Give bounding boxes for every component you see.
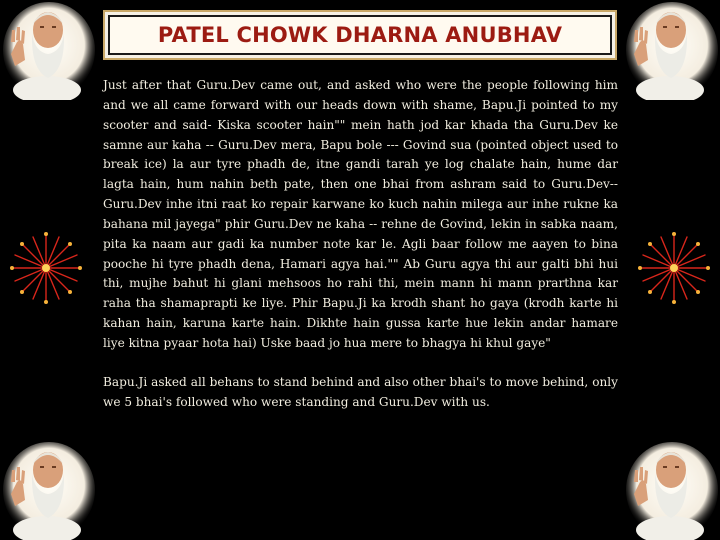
page-title: PATEL CHOWK DHARNA ANUBHAV: [157, 23, 563, 47]
saint-portrait-icon: [624, 0, 719, 100]
firework-icon: [6, 228, 86, 308]
saint-portrait-icon: [1, 0, 96, 100]
firework-icon: [634, 228, 714, 308]
paragraph: Just after that Guru.Dev came out, and asked who were the people following him and we all came forward with our heads down with shame, Bapu.Ji pointed to my scooter and said- Kiska scooter hain"" mein hath jod kar khada tha Guru.Dev ke samne aur kaha -- Guru.Dev mera, Bapu bole --- Govind sua (pointed object used to break ice) la aur tyre phadh de, itne gandi tarah ye log chalate hain, hume dar lagta hain, hum nahin beth pate, then one bhai from ashram said to Guru.Dev-- Guru.Dev inhe itni raat ko repair karwane ko kuch nahin milega aur inhe rukne ka bahana mil jayega" phir Guru.Dev ne kaha -- rehne de Govind, lekin in sabka naam, pita ka naam aur gadi ka number note kar le. Agli baar follow me aayen to bina pooche hi tyre phadh dena, Hamari agya hai."" Ab Guru agya thi aur galti bhi hui thi, mujhe bahut hi glani mehsoos ho rahi thi, mein mann hi mann prarthna kar raha tha shamaprapti ke liye. Phir Bapu.Ji ka krodh shant ho gaya (krodh karte hi kahan hain, karuna karte hain. Dikhte hain gussa karte hue lekin andar hamare liye kitna pyaar hota hai) Uske baad jo hua mere to bhagya hi khul gaye": [103, 78, 618, 350]
saint-portrait-icon: [1, 440, 96, 540]
title-inner-frame: [108, 15, 612, 55]
body-text: [103, 76, 618, 432]
saint-portrait-icon: [624, 440, 719, 540]
paragraph: Bapu.Ji asked all behans to stand behind and also other bhai's to move behind, only we 5 bhai's followed who were standing and Guru.Dev with us.: [103, 374, 618, 409]
title-frame: [103, 10, 617, 60]
